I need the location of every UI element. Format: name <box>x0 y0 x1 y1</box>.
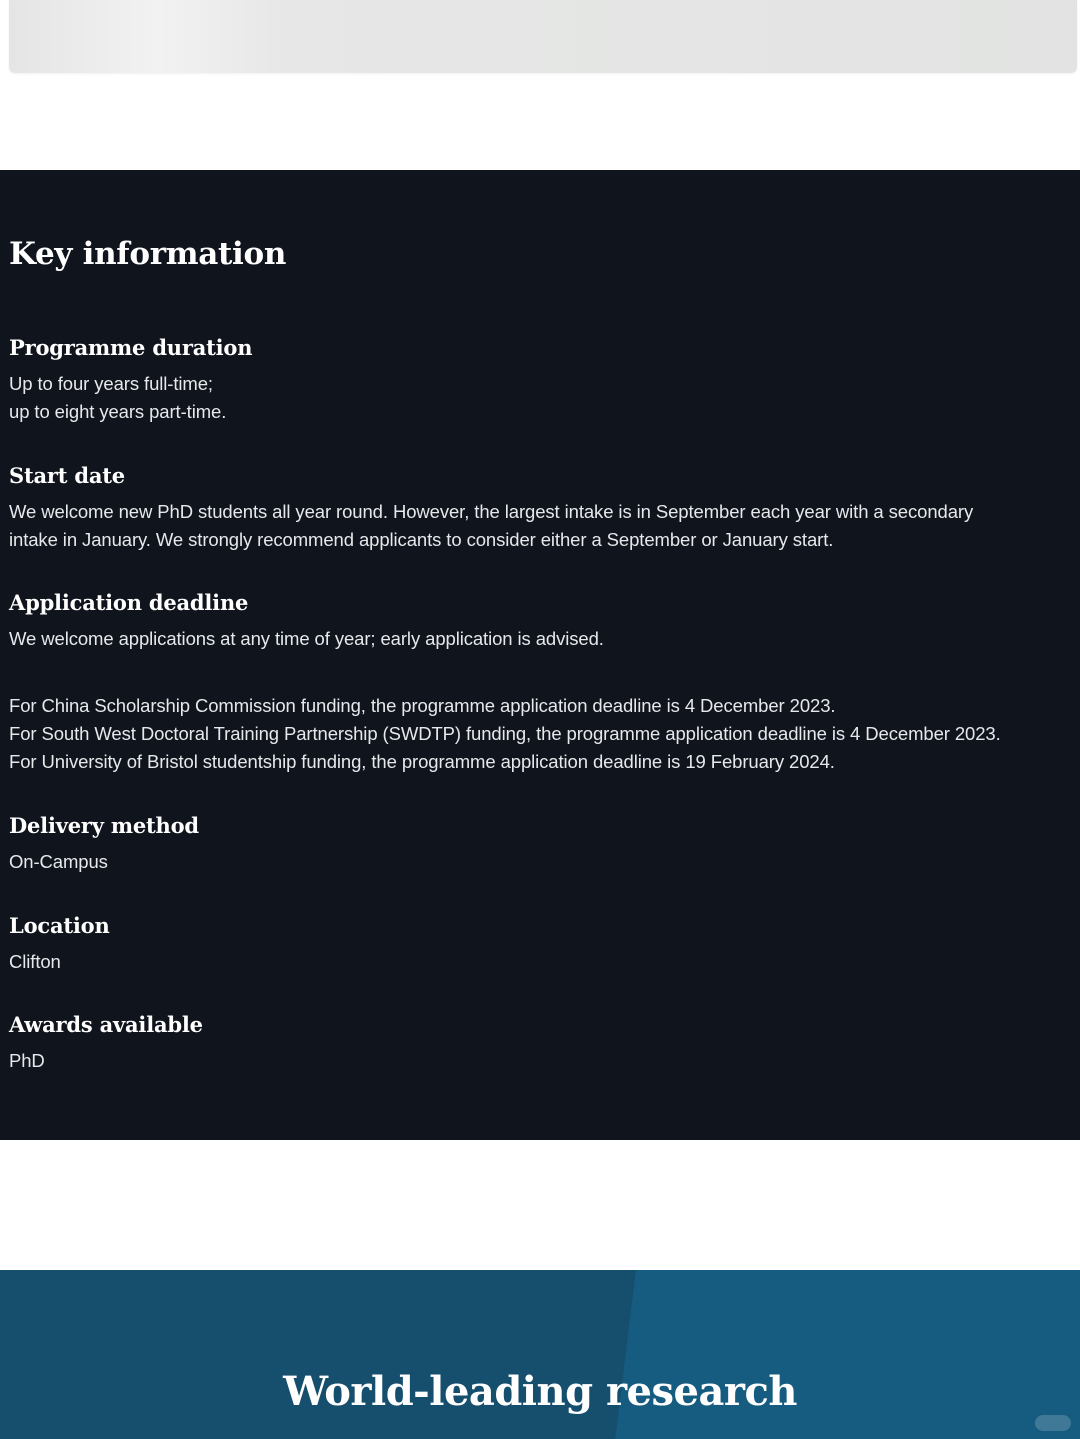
watermark-badge <box>1035 1415 1071 1431</box>
deadline-csc-funding: For China Scholarship Commission funding, the programme application deadline is 4 December 2023. <box>9 695 836 716</box>
delivery-method-block <box>9 812 1071 876</box>
application-deadline-block <box>9 589 1071 776</box>
start-date-block <box>9 462 1071 554</box>
programme-duration-heading: Programme duration <box>9 335 253 360</box>
start-date-text-line1: We welcome new PhD students all year round. However, the largest intake is in September each year with a secondary <box>9 501 974 522</box>
location-heading: Location <box>9 913 110 938</box>
top-banner-card <box>9 0 1077 73</box>
start-date-heading: Start date <box>9 463 125 488</box>
research-banner-title: World-leading research <box>283 1368 797 1415</box>
programme-duration-block <box>9 334 1071 426</box>
application-deadline-heading: Application deadline <box>9 590 249 615</box>
awards-available-heading: Awards available <box>9 1012 203 1037</box>
awards-available-value: PhD <box>9 1050 45 1071</box>
key-information-section <box>0 170 1080 1140</box>
research-banner <box>0 1270 1080 1439</box>
deadline-bristol-studentship: For University of Bristol studentship funding, the programme application deadline is 19 February 2024. <box>9 751 835 772</box>
application-deadline-intro: We welcome applications at any time of year; early application is advised. <box>9 628 604 649</box>
programme-duration-part-time: up to eight years part-time. <box>9 401 227 422</box>
deadline-swdtp-funding: For South West Doctoral Training Partnership (SWDTP) funding, the programme application deadline is 4 December 2023. <box>9 723 1001 744</box>
location-block <box>9 912 1071 976</box>
location-value: Clifton <box>9 951 61 972</box>
start-date-text-line2: intake in January. We strongly recommend applicants to consider either a September or January start. <box>9 529 834 550</box>
delivery-method-heading: Delivery method <box>9 813 199 838</box>
section-title: Key information <box>9 236 287 272</box>
delivery-method-value: On-Campus <box>9 851 108 872</box>
programme-duration-full-time: Up to four years full-time; <box>9 373 213 394</box>
awards-available-block <box>9 1011 1071 1075</box>
